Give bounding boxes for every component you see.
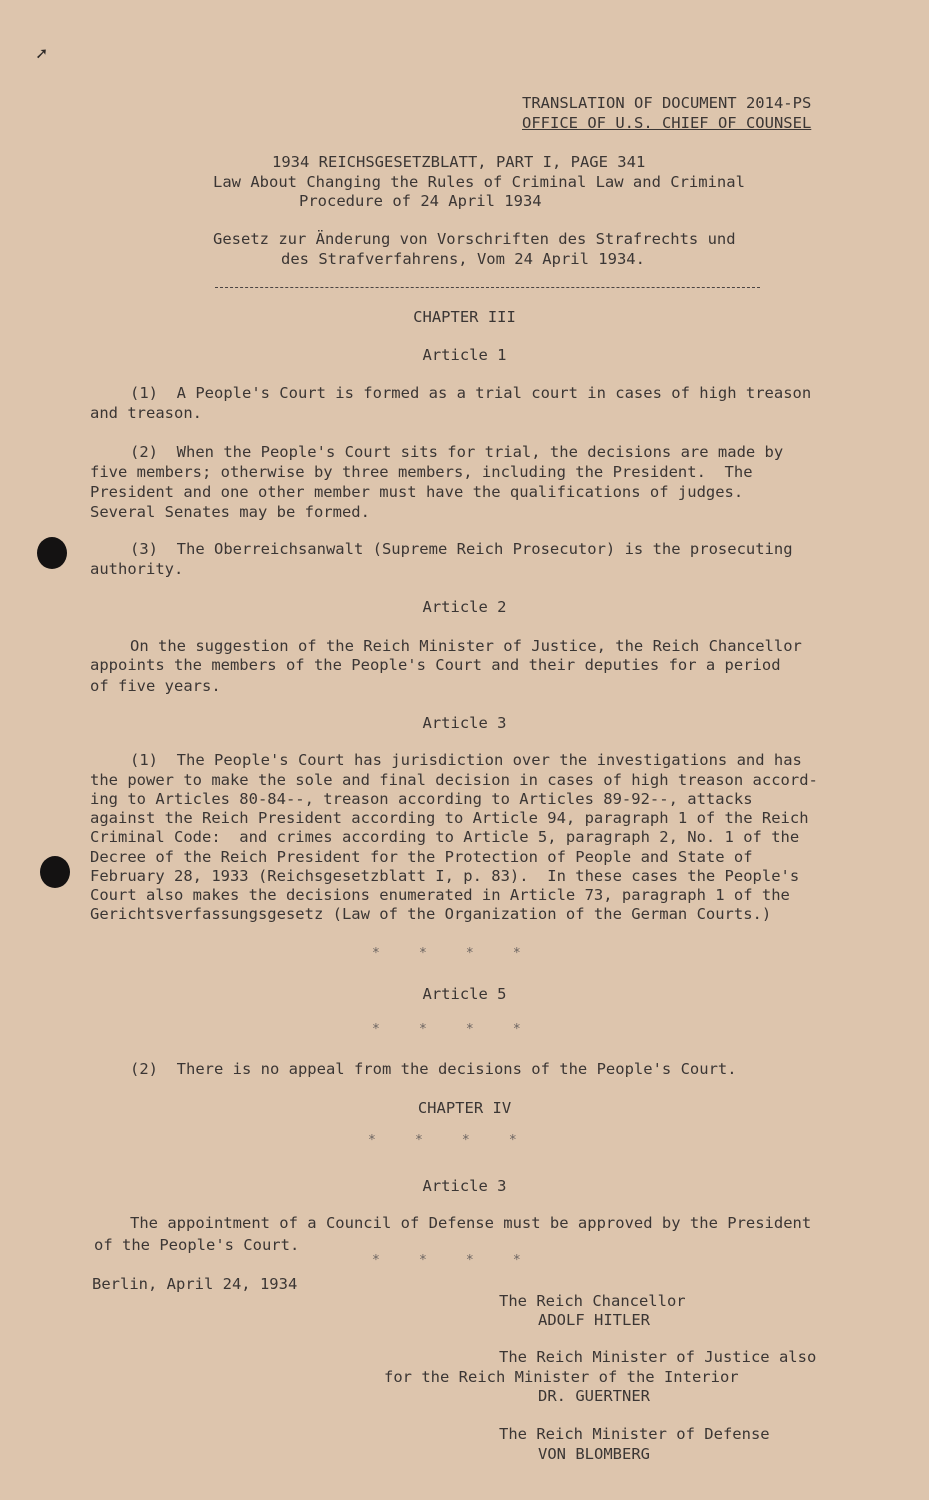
article-heading: Article 3 [422,1177,507,1195]
paragraph-line: (2) When the People's Court sits for trial, the decisions are made by [130,443,784,461]
signature-title: for the Reich Minister of the Interior [384,1368,739,1386]
paragraph-line: Several Senates may be formed. [90,503,370,521]
place-date: Berlin, April 24, 1934 [92,1275,298,1293]
ellipsis-stars: * * * * [372,946,521,961]
paragraph-line: The appointment of a Council of Defense must be approved by the President [130,1214,812,1232]
paragraph-line: (1) A People's Court is formed as a trial court in cases of high treason [130,384,812,402]
paragraph-line: President and one other member must have the qualifications of judges. [90,483,744,501]
signature-title: The Reich Minister of Justice also [499,1348,817,1366]
paragraph-line: and treason. [90,404,202,422]
paragraph-line: (2) There is no appeal from the decisions of the People's Court. [130,1060,737,1078]
paragraph-line: Decree of the Reich President for the Protection of People and State of [90,848,753,866]
title-line3: Procedure of 24 April 1934 [299,192,542,210]
title-line2: Law About Changing the Rules of Criminal Law and Criminal [213,173,745,191]
article-heading: Article 5 [422,985,507,1003]
paragraph-line: the power to make the sole and final decision in cases of high treason accord- [90,771,818,789]
article-heading: Article 1 [422,346,507,364]
ellipsis-stars: * * * * [372,1253,521,1268]
paragraph-line: (1) The People's Court has jurisdiction over the investigations and has [130,751,802,769]
paragraph-line: of five years. [90,677,221,695]
paragraph-line: (3) The Oberreichsanwalt (Supreme Reich Prosecutor) is the prosecuting [130,540,793,558]
paragraph-line: authority. [90,560,184,578]
signature-title: The Reich Minister of Defense [499,1425,770,1443]
chapter-heading: CHAPTER IV [417,1099,512,1117]
signature-title: The Reich Chancellor [499,1292,686,1310]
paragraph-line: On the suggestion of the Reich Minister of Justice, the Reich Chancellor [130,637,802,655]
article-heading: Article 2 [422,598,507,616]
arrow-mark-icon: ➚ [36,44,47,65]
signature-name: ADOLF HITLER [538,1311,650,1329]
chapter-heading: CHAPTER III [413,308,516,326]
paragraph-line: February 28, 1933 (Reichsgesetzblatt I, p. 83). In these cases the People's [90,867,800,885]
paragraph-line: Court also makes the decisions enumerated in Article 73, paragraph 1 of the [90,886,790,904]
signature-name: DR. GUERTNER [538,1387,650,1405]
paragraph-line: ing to Articles 80-84--, treason according to Articles 89-92--, attacks [90,790,753,808]
paragraph-line: appoints the members of the People's Court and their deputies for a period [90,656,781,674]
article-heading: Article 3 [422,714,507,732]
signature-name: VON BLOMBERG [538,1445,650,1463]
paragraph-line: Criminal Code: and crimes according to Article 5, paragraph 2, No. 1 of the [90,828,800,846]
header-line2: OFFICE OF U.S. CHIEF OF COUNSEL [522,114,812,132]
ellipsis-stars: * * * * [372,1022,521,1037]
german-title-line1: Gesetz zur Änderung von Vorschriften des Strafrechts und [213,230,736,248]
german-title-line2: des Strafverfahrens, Vom 24 April 1934. [281,250,645,268]
paragraph-line: against the Reich President according to Article 94, paragraph 1 of the Reich [90,809,809,827]
punch-hole [37,537,67,569]
paragraph-line: of the People's Court. [94,1236,300,1254]
punch-hole [40,856,70,888]
title-line1: 1934 REICHSGESETZBLATT, PART I, PAGE 341 [272,153,646,171]
ellipsis-stars: * * * * [368,1133,517,1148]
paragraph-line: Gerichtsverfassungsgesetz (Law of the Organization of the German Courts.) [90,905,772,923]
divider [215,287,760,288]
paragraph-line: five members; otherwise by three members, including the President. The [90,463,753,481]
header-line1: TRANSLATION OF DOCUMENT 2014-PS [522,94,812,112]
